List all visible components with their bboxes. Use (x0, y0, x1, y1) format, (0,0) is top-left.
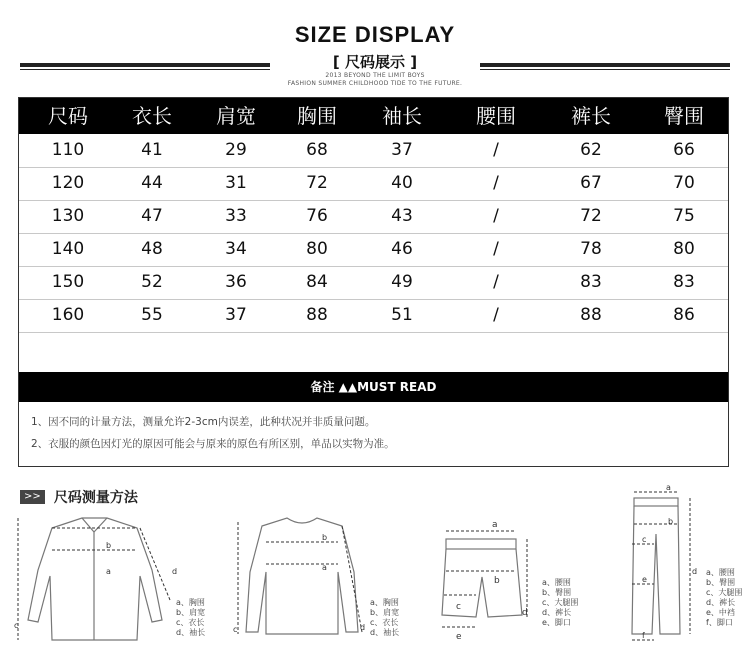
table-cell: 150 (51, 272, 85, 292)
table-cell: 72 (306, 173, 328, 193)
notes-bar: 备注 ▲▲MUST READ (19, 372, 728, 402)
table-cell: 43 (391, 206, 413, 226)
legend-item: d、裤长 (706, 598, 736, 607)
svg-text:a: a (492, 520, 498, 530)
legend-item: d、裤长 (542, 608, 572, 617)
svg-text:d: d (172, 567, 178, 576)
table-row (19, 299, 728, 333)
table-cell: 44 (141, 173, 163, 193)
table-row (19, 167, 728, 201)
table-cell: 41 (141, 140, 163, 160)
table-cell: 47 (141, 206, 163, 226)
shorts-legend (542, 578, 578, 628)
table-cell: 120 (51, 173, 85, 193)
sweater-diagram (232, 512, 372, 647)
svg-text:a: a (666, 484, 671, 492)
legend-item: f、脚口 (706, 618, 733, 627)
svg-text:a: a (322, 563, 327, 572)
column-header: 尺码 (48, 104, 88, 128)
svg-text:b: b (322, 533, 328, 542)
method-title: 尺码测量方法 (53, 489, 138, 506)
svg-text:c: c (233, 625, 238, 634)
table-cell: 62 (580, 140, 602, 160)
svg-text:d: d (692, 567, 698, 576)
table-cell: / (493, 206, 499, 226)
svg-text:c: c (642, 535, 647, 544)
svg-text:b: b (668, 517, 674, 526)
table-cell: 29 (225, 140, 247, 160)
svg-text:d: d (360, 623, 366, 632)
table-cell: 37 (225, 305, 247, 325)
legend-item: c、衣长 (370, 618, 399, 627)
svg-text:b: b (494, 576, 500, 586)
table-cell: 86 (673, 305, 695, 325)
column-header: 臀围 (664, 104, 704, 128)
note-item: 1、因不同的计量方法，测量允许2-3cm内误差，此种状况并非质量问题。 (31, 416, 376, 428)
table-row-empty (19, 332, 728, 365)
svg-text:b: b (106, 541, 112, 550)
table-cell: 36 (225, 272, 247, 292)
table-cell: 88 (580, 305, 602, 325)
shirt-legend (176, 598, 205, 638)
table-cell: 140 (51, 239, 85, 259)
svg-text:f: f (642, 631, 645, 640)
table-cell: 80 (673, 239, 695, 259)
table-cell: 72 (580, 206, 602, 226)
legend-item: c、大腿围 (542, 598, 579, 607)
column-header: 袖长 (382, 104, 422, 128)
svg-text:a: a (106, 567, 111, 576)
legend-item: c、衣长 (176, 618, 205, 627)
table-cell: / (493, 173, 499, 193)
column-header: 肩宽 (216, 104, 256, 128)
method-tag: >> (20, 490, 45, 504)
legend-item: b、臀围 (542, 588, 572, 597)
svg-text:d: d (522, 608, 528, 618)
method-heading (20, 486, 138, 504)
legend-item: b、肩宽 (176, 608, 206, 617)
table-cell: 88 (306, 305, 328, 325)
page-subtitle: [ 尺码展示 ] (332, 53, 418, 71)
table-cell: 55 (141, 305, 163, 325)
legend-item: a、腰围 (542, 578, 571, 587)
table-cell: / (493, 140, 499, 160)
table-cell: 48 (141, 239, 163, 259)
table-row (19, 233, 728, 267)
sweater-legend (370, 598, 399, 638)
table-cell: 110 (51, 140, 85, 160)
table-row (19, 134, 728, 168)
shirt-diagram (12, 510, 182, 650)
note-item: 2、衣服的颜色因灯光的原因可能会与原来的原色有所区别，单品以实物为准。 (31, 438, 395, 450)
legend-item: b、臀围 (706, 578, 736, 587)
table-cell: 80 (306, 239, 328, 259)
table-cell: 84 (306, 272, 328, 292)
table-cell: 34 (225, 239, 247, 259)
legend-item: e、脚口 (542, 618, 571, 627)
table-cell: 49 (391, 272, 413, 292)
legend-item: d、袖长 (176, 628, 206, 637)
svg-text:c: c (456, 602, 461, 612)
table-cell: 51 (391, 305, 413, 325)
column-header: 裤长 (571, 104, 611, 128)
table-cell: 37 (391, 140, 413, 160)
table-cell: 31 (225, 173, 247, 193)
table-cell: 68 (306, 140, 328, 160)
svg-text:e: e (456, 632, 462, 642)
legend-item: d、袖长 (370, 628, 400, 637)
legend-item: a、腰围 (706, 568, 735, 577)
tagline-1: 2013 BEYOND THE LIMIT BOYS (325, 72, 425, 79)
legend-item: b、肩宽 (370, 608, 400, 617)
legend-item: a、胸围 (370, 598, 399, 607)
column-header: 胸围 (297, 104, 337, 128)
table-row (19, 200, 728, 234)
table-cell: 76 (306, 206, 328, 226)
legend-item: c、大腿围 (706, 588, 743, 597)
table-cell: / (493, 272, 499, 292)
legend-item: a、胸围 (176, 598, 205, 607)
table-cell: 67 (580, 173, 602, 193)
table-cell: 160 (51, 305, 85, 325)
table-cell: / (493, 305, 499, 325)
legend-item: e、中裆 (706, 608, 735, 617)
table-cell: / (493, 239, 499, 259)
svg-text:c: c (14, 621, 19, 630)
column-header: 衣长 (132, 104, 172, 128)
table-cell: 46 (391, 239, 413, 259)
table-cell: 52 (141, 272, 163, 292)
column-header: 腰围 (476, 104, 516, 128)
table-cell: 130 (51, 206, 85, 226)
table-cell: 78 (580, 239, 602, 259)
tagline-2: FASHION SUMMER CHILDHOOD TIDE TO THE FUTURE. (287, 80, 463, 87)
table-cell: 33 (225, 206, 247, 226)
page-header (0, 0, 750, 92)
table-cell: 40 (391, 173, 413, 193)
table-cell: 75 (673, 206, 695, 226)
table-row (19, 266, 728, 300)
table-header (19, 98, 728, 134)
svg-text:e: e (642, 575, 647, 584)
notes-list (31, 411, 395, 455)
table-cell: 66 (673, 140, 695, 160)
pants-diagram (620, 484, 700, 644)
size-table (18, 97, 729, 467)
table-cell: 83 (673, 272, 695, 292)
table-cell: 83 (580, 272, 602, 292)
table-cell: 70 (673, 173, 695, 193)
shorts-diagram (432, 515, 537, 645)
page-title: SIZE DISPLAY (294, 22, 456, 47)
pants-legend (706, 568, 742, 628)
